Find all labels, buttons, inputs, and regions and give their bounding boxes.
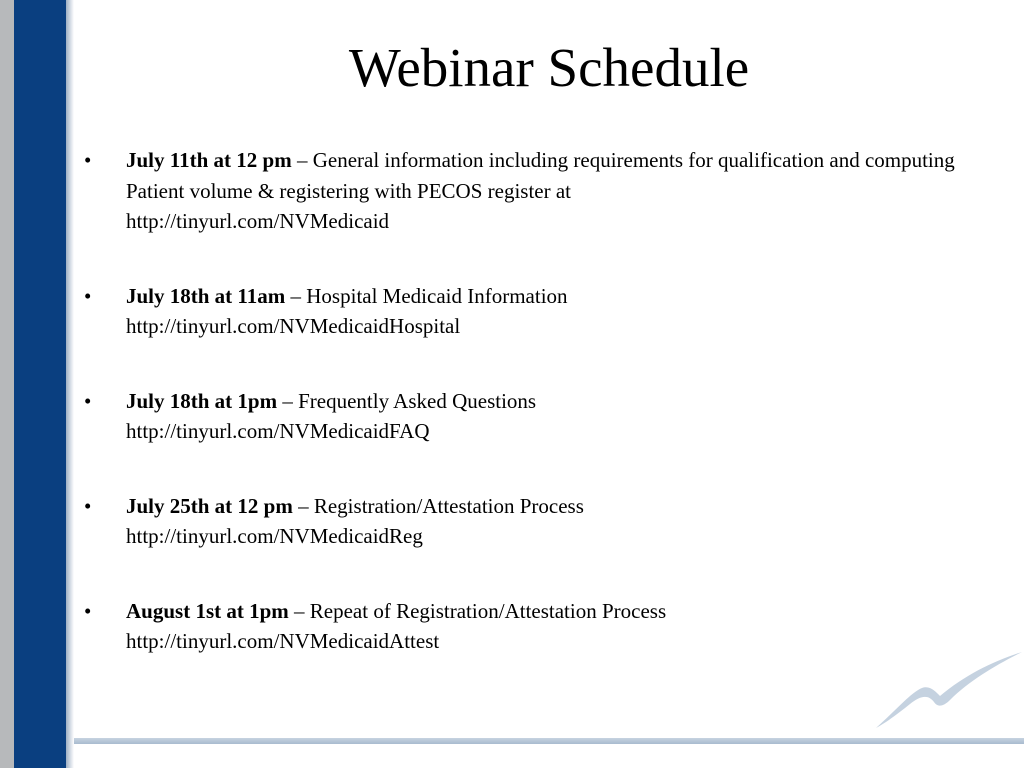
webinar-description: Repeat of Registration/Attestation Process bbox=[309, 598, 667, 623]
webinar-link[interactable]: http://tinyurl.com/NVMedicaidAttest bbox=[126, 629, 440, 653]
webinar-description: Hospital Medicaid Information bbox=[306, 283, 568, 308]
webinar-link[interactable]: http://tinyurl.com/NVMedicaidFAQ bbox=[126, 419, 430, 443]
webinar-description: General information including requirements for qualification and computing Patient volume & registering with PECOS register at bbox=[126, 148, 955, 203]
bullet-icon: • bbox=[84, 493, 92, 518]
webinar-list bbox=[84, 145, 984, 657]
left-gray-band bbox=[0, 0, 14, 768]
list-item bbox=[84, 491, 984, 552]
webinar-date: July 18th at 11am bbox=[126, 283, 286, 308]
bullet-icon: • bbox=[84, 283, 92, 308]
webinar-date: July 11th at 12 pm bbox=[126, 148, 292, 172]
webinar-date: July 18th at 1pm bbox=[126, 388, 278, 413]
separator: – bbox=[277, 388, 299, 413]
webinar-link[interactable]: http://tinyurl.com/NVMedicaidReg bbox=[126, 524, 423, 548]
bullet-icon: • bbox=[84, 148, 92, 172]
webinar-date: July 25th at 12 pm bbox=[126, 493, 293, 518]
slide-title: Webinar Schedule bbox=[348, 37, 750, 98]
bullet-icon: • bbox=[84, 388, 92, 413]
left-blue-band bbox=[14, 0, 66, 768]
list-item bbox=[84, 281, 984, 342]
separator: – bbox=[291, 148, 313, 172]
bullet-icon: • bbox=[84, 598, 92, 623]
left-band-shadow bbox=[66, 0, 74, 768]
webinar-description: Frequently Asked Questions bbox=[298, 388, 537, 413]
separator: – bbox=[285, 283, 307, 308]
webinar-date: August 1st at 1pm bbox=[126, 598, 289, 623]
seagull-icon bbox=[870, 648, 1024, 732]
webinar-link[interactable]: http://tinyurl.com/NVMedicaidHospital bbox=[126, 314, 461, 338]
webinar-description: Registration/Attestation Process bbox=[313, 493, 584, 518]
separator: – bbox=[292, 493, 314, 518]
list-item bbox=[84, 386, 984, 447]
list-item bbox=[84, 596, 984, 657]
webinar-link[interactable]: http://tinyurl.com/NVMedicaid bbox=[126, 209, 390, 233]
separator: – bbox=[288, 598, 310, 623]
list-item bbox=[84, 145, 984, 237]
bottom-rule bbox=[74, 738, 1024, 744]
